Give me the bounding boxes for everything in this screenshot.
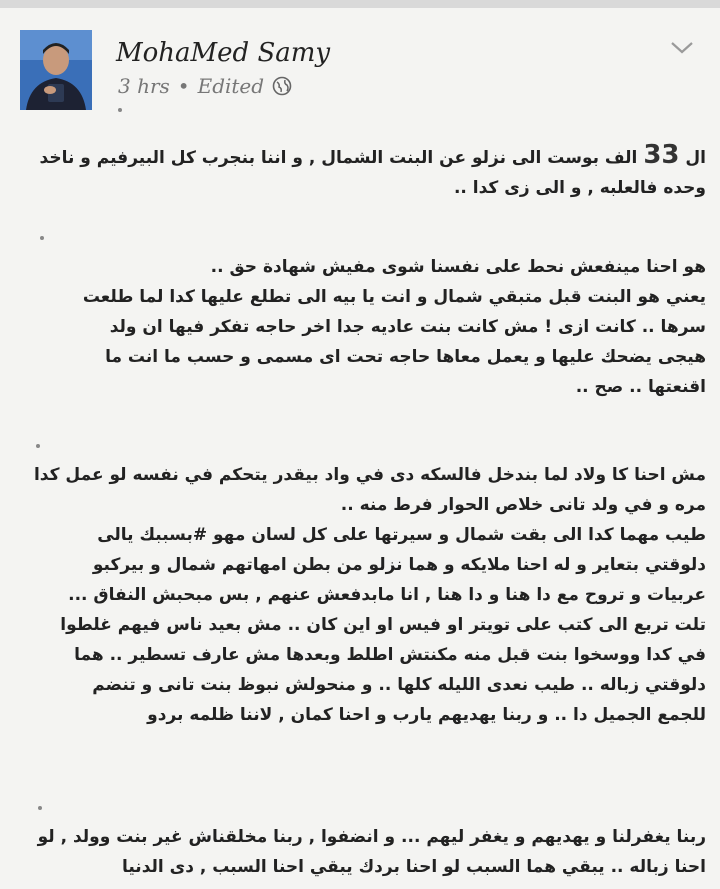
number-33: 33 [643,140,680,170]
paragraph-separator [38,806,42,810]
author-name[interactable]: MohaMed Samy [116,38,331,68]
text-line: يعني هو البنت قبل متبقي شمال و انت يا بيه الى تطلع عليها كدا لما طلعت [82,287,706,307]
top-strip [0,0,720,8]
text-line: عربيات و تروح مع دا هنا و دا هنا , انا مابدفعش عنهم , بس مبحبش النفاق ... [68,585,706,605]
text-line: طيب مهما كدا الى بقت شمال و سيرتها على كل لسان مهو #بسببك يالى [97,525,706,545]
text-line: هو احنا مينفعش نحط على نفسنا شوى مفيش شهادة حق .. [210,257,706,277]
text-line: احنا زباله .. يبقي هما السبب لو احنا بردك يبقي احنا السبب , دى الدنيا [121,857,706,877]
avatar[interactable] [20,30,92,110]
post-time[interactable]: 3 hrs [118,74,170,98]
paragraph-2 [26,252,706,402]
chevron-down-icon[interactable] [668,38,696,58]
paragraph-separator [36,444,40,448]
dot-marker [118,108,122,112]
text-line: سرها .. كانت ازى ! مش كانت بنت عاديه جدا اخر حاجه تفكر فيها ان ولد [109,317,706,337]
text-line: تلت تربع الى كتب على تويتر او فيس او اين كان .. مش بعيد ناس فيهم غلطوا [60,615,706,635]
text-line: مره و في ولد تانى خلاص الحوار فرط منه .. [340,495,706,515]
text-line: للجمع الجميل دا .. و ربنا يهديهم يارب و احنا كمان , لاننا ظلمه بردو [147,705,706,725]
avatar-photo [20,30,92,110]
text-line: وحده فالعلبه , و الى زى كدا .. [453,178,706,198]
meta-separator: • [177,74,190,98]
edited-label[interactable]: Edited [197,74,265,98]
text-line: مش احنا كا ولاد لما بندخل فالسكه دى في واد بيقدر يتحكم في نفسه لو عمل كدا [33,465,706,485]
paragraph-1 [26,140,706,203]
text-line: دلوقتي بتعاير و له احنا ملايكه و هما نزلو من بطن امهاتهم شمال و بيركبو [92,555,706,575]
text-line: ال 33 الف بوست الى نزلو عن البنت الشمال , و اننا بنجرب كل البيرفيم و ناخد [39,140,706,170]
post-meta [118,74,292,98]
paragraph-separator [40,236,44,240]
post-header [0,8,720,118]
text-line: في كدا ووسخوا بنت قبل منه مكنتش اطلط وبعدها مش عارف تسطير .. هما [74,645,706,665]
text-line: اقنعتها .. صح .. [575,377,706,397]
paragraph-3 [26,460,706,730]
globe-icon[interactable] [272,76,292,96]
text-line: هيجى يضحك عليها و يعمل معاها حاجه تحت اى مسمى و حسب ما انت ما [105,347,706,367]
paragraph-4 [26,822,706,882]
text-line: ربنا يغفرلنا و يهديهم و يغفر ليهم ... و انضفوا , ربنا مخلقناش غير بنت وولد , لو [37,827,706,847]
text-line: دلوقتي زباله .. طيب نعدى الليله كلها .. و منحولش نبوظ بنت تانى و تنضم [92,675,706,695]
